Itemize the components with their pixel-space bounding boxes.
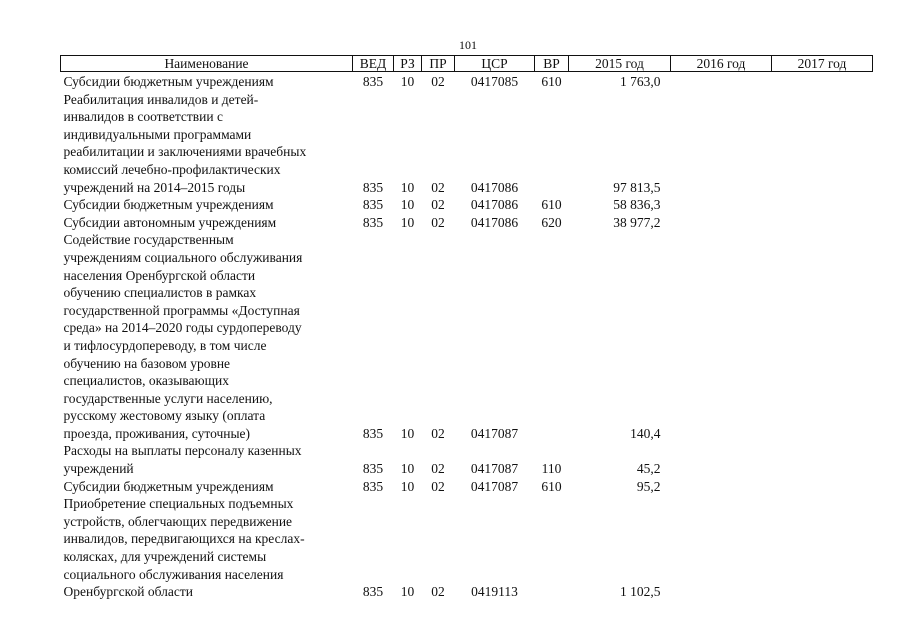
table-row	[61, 495, 873, 601]
column-header-2016: 2016 год	[671, 56, 772, 72]
cell-csr: 0417087	[470, 478, 519, 494]
cell-amount-2015: 45,2	[636, 461, 661, 477]
cell-name: Содействие государственным учреждениям социального обслуживания населения Оренбургской области обучению специалистов в рамках государственной программы «Доступная среда» на 2014–2020 годы сурдопереводу и тифлосурдопереводу, в том числе обучению на базовом уровне специалистов, оказывающих государственные услуги населению, русскому жестовому языку (оплата проезда, проживания, суточные)	[63, 232, 303, 441]
cell-amount-2017	[772, 231, 873, 442]
cell-vr	[535, 231, 569, 442]
cell-rz: 10	[400, 478, 415, 494]
cell-amount-2017	[772, 478, 873, 496]
cell-csr: 0417086	[470, 197, 519, 213]
cell-csr: 0417086	[470, 214, 519, 230]
cell-amount-2015: 1 102,5	[620, 584, 661, 600]
cell-vr	[535, 495, 569, 601]
cell-ved: 835	[362, 478, 384, 494]
cell-name: Расходы на выплаты персоналу казенных учреждений	[63, 443, 302, 477]
cell-ved: 835	[362, 74, 384, 89]
cell-amount-2015: 140,4	[630, 425, 661, 441]
table-row	[61, 196, 873, 214]
cell-amount-2017	[772, 214, 873, 232]
table-row	[61, 214, 873, 232]
column-header-name: Наименование	[61, 56, 353, 72]
page-number: 101	[459, 38, 477, 52]
cell-csr: 0417086	[470, 179, 519, 195]
cell-ved: 835	[362, 425, 384, 441]
cell-amount-2017	[772, 196, 873, 214]
cell-vr: 610	[541, 478, 562, 494]
cell-amount-2015: 38 977,2	[613, 214, 661, 230]
cell-amount-2017	[772, 442, 873, 477]
column-header-ved: ВЕД	[353, 56, 394, 72]
cell-csr: 0417087	[470, 461, 519, 477]
cell-vr: 610	[541, 74, 562, 89]
cell-name: Реабилитация инвалидов и детей- инвалидов в соответствии с индивидуальными программами реабилитации и заключениями врачебных комиссий лечебно-профилактических учреждений на 2014–2015 годы	[63, 91, 307, 195]
table-row	[61, 442, 873, 477]
cell-csr: 0419113	[471, 584, 518, 600]
cell-amount-2016	[671, 91, 772, 197]
cell-rz: 10	[400, 179, 415, 195]
cell-amount-2017	[772, 72, 873, 91]
cell-amount-2016	[671, 214, 772, 232]
cell-rz: 10	[400, 197, 415, 213]
cell-name: Субсидии бюджетным учреждениям	[63, 478, 274, 494]
table-row	[61, 478, 873, 496]
cell-vr	[535, 91, 569, 197]
cell-ved: 835	[362, 179, 384, 195]
cell-amount-2015: 58 836,3	[613, 197, 661, 213]
cell-name: Приобретение специальных подъемных устройств, облегчающих передвижение инвалидов, передвигающихся на креслах- колясках, для учреждений системы социального обслуживания населения Оренбургской области	[63, 496, 305, 600]
cell-csr: 0417085	[470, 74, 519, 89]
table-body	[61, 72, 873, 601]
cell-rz: 10	[400, 584, 415, 600]
cell-csr: 0417087	[470, 425, 519, 441]
cell-amount-2016	[671, 72, 772, 91]
column-header-pr: ПР	[422, 56, 455, 72]
cell-amount-2016	[671, 478, 772, 496]
cell-pr: 02	[431, 179, 445, 195]
cell-rz: 10	[400, 74, 415, 89]
cell-name: Субсидии автономным учреждениям	[63, 214, 277, 230]
budget-table	[60, 55, 873, 601]
column-header-2017: 2017 год	[772, 56, 873, 72]
table-row	[61, 91, 873, 197]
table-header-row	[61, 56, 873, 72]
column-header-rz: РЗ	[394, 56, 422, 72]
cell-amount-2016	[671, 442, 772, 477]
cell-name: Субсидии бюджетным учреждениям	[63, 74, 274, 89]
cell-pr: 02	[431, 478, 445, 494]
cell-pr: 02	[431, 461, 445, 477]
table-row	[61, 231, 873, 442]
cell-amount-2016	[671, 231, 772, 442]
cell-ved: 835	[362, 214, 384, 230]
cell-pr: 02	[431, 74, 445, 89]
cell-pr: 02	[431, 197, 445, 213]
cell-amount-2015: 97 813,5	[613, 179, 661, 195]
table-row	[61, 72, 873, 91]
cell-name: Субсидии бюджетным учреждениям	[63, 197, 274, 213]
cell-pr: 02	[431, 425, 445, 441]
cell-amount-2015: 1 763,0	[620, 74, 661, 89]
cell-vr: 110	[541, 461, 562, 477]
column-header-vr: ВР	[535, 56, 569, 72]
column-header-csr: ЦСР	[455, 56, 535, 72]
cell-amount-2015: 95,2	[636, 478, 661, 494]
cell-amount-2017	[772, 91, 873, 197]
cell-amount-2016	[671, 196, 772, 214]
cell-amount-2016	[671, 495, 772, 601]
cell-pr: 02	[431, 214, 445, 230]
cell-ved: 835	[362, 197, 384, 213]
cell-vr: 620	[541, 214, 562, 230]
column-header-2015: 2015 год	[569, 56, 671, 72]
cell-vr: 610	[541, 197, 562, 213]
cell-rz: 10	[400, 425, 415, 441]
cell-amount-2017	[772, 495, 873, 601]
cell-ved: 835	[362, 461, 384, 477]
cell-ved: 835	[362, 584, 384, 600]
cell-pr: 02	[431, 584, 445, 600]
cell-rz: 10	[400, 214, 415, 230]
cell-rz: 10	[400, 461, 415, 477]
